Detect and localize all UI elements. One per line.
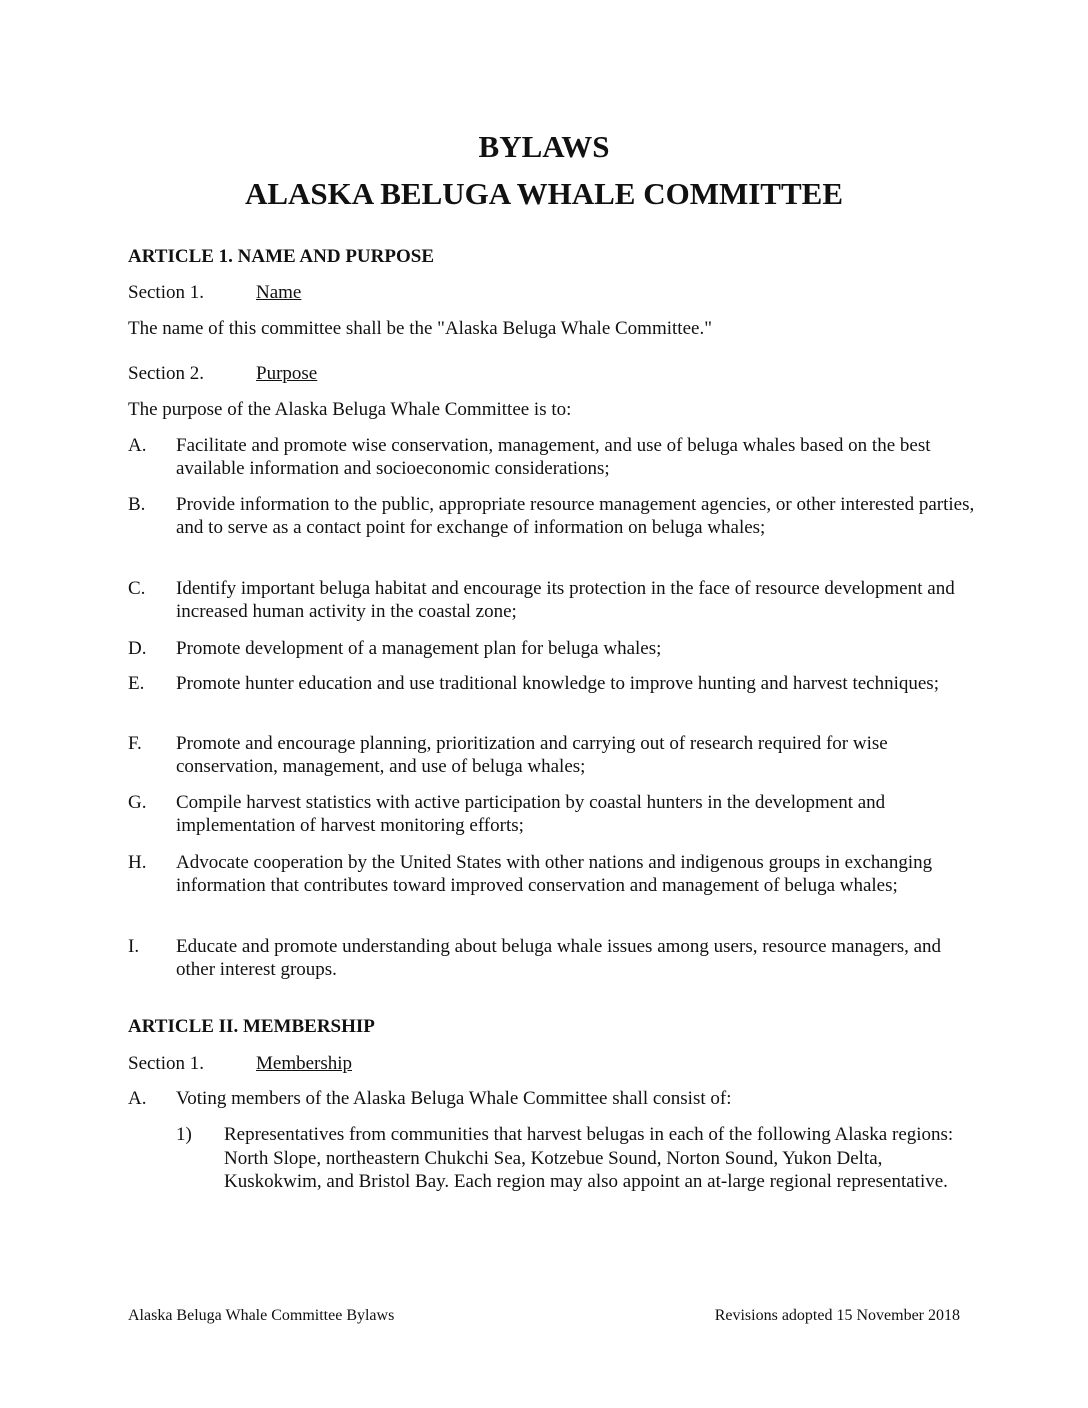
article-1-section-1 <box>128 282 301 304</box>
document-title: BYLAWS <box>478 129 610 164</box>
sublist-marker: 1) <box>176 1124 192 1145</box>
article-2-section-1 <box>128 1053 352 1075</box>
list-item-text: Promote development of a management plan for beluga whales; <box>176 638 662 659</box>
section-title: Membership <box>256 1053 353 1074</box>
article-1-heading: ARTICLE 1. NAME AND PURPOSE <box>128 246 434 267</box>
footer-right: Revisions adopted 15 November 2018 <box>714 1307 960 1324</box>
name-paragraph: The name of this committee shall be the "Alaska Beluga Whale Committee." <box>128 318 712 339</box>
list-item-text: Educate and promote understanding about beluga whale issues among users, resource managers, and other interest groups. <box>176 936 942 980</box>
sublist-item-text: Representatives from communities that harvest belugas in each of the following Alaska regions: North Slope, northeastern Chukchi Sea, Kotzebue Sound, Norton Sound, Yukon Delta, Kuskokwim, and Bristol Bay. Each region may also appoint an at-large regional representative. <box>224 1124 954 1192</box>
article-2-heading: ARTICLE II. MEMBERSHIP <box>128 1016 375 1037</box>
list-marker: D. <box>128 638 147 659</box>
list-item-text: Identify important beluga habitat and encourage its protection in the face of resource development and increased human activity in the coastal zone; <box>176 578 955 622</box>
list-marker: E. <box>128 673 145 694</box>
list-item-text: Promote hunter education and use traditional knowledge to improve hunting and harvest techniques; <box>176 673 939 694</box>
list-item-text: Provide information to the public, appropriate resource management agencies, or other interested parties, and to serve as a contact point for exchange of information on beluga whales; <box>176 494 975 538</box>
section-title: Name <box>256 282 302 303</box>
document-subtitle: ALASKA BELUGA WHALE COMMITTEE <box>244 176 844 211</box>
section-title: Purpose <box>256 363 318 384</box>
list-marker: C. <box>128 578 146 599</box>
list-item-text: Compile harvest statistics with active participation by coastal hunters in the development and implementation of harvest monitoring efforts; <box>176 792 886 836</box>
footer-left: Alaska Beluga Whale Committee Bylaws <box>128 1307 395 1324</box>
purpose-intro: The purpose of the Alaska Beluga Whale Committee is to: <box>128 399 572 420</box>
list-marker: F. <box>128 733 142 754</box>
list-item-text: Facilitate and promote wise conservation, management, and use of beluga whales based on the best available information and socioeconomic considerations; <box>176 435 931 479</box>
section-label: Section 1. <box>128 1053 204 1074</box>
list-marker: I. <box>128 936 140 957</box>
list-marker: G. <box>128 792 147 813</box>
list-item-text: Advocate cooperation by the United States with other nations and indigenous groups in exchanging information that contributes toward improved conservation and management of beluga whales; <box>176 852 933 896</box>
list-marker: A. <box>128 435 147 456</box>
article-1-section-2 <box>128 363 317 385</box>
list-marker: B. <box>128 494 146 515</box>
list-marker: H. <box>128 852 147 873</box>
list-marker: A. <box>128 1088 147 1109</box>
section-label: Section 1. <box>128 282 204 303</box>
section-label: Section 2. <box>128 363 204 384</box>
list-item-text: Voting members of the Alaska Beluga Whale Committee shall consist of: <box>176 1088 732 1109</box>
list-item-text: Promote and encourage planning, prioritization and carrying out of research required for wise conservation, management, and use of beluga whales; <box>176 733 888 777</box>
